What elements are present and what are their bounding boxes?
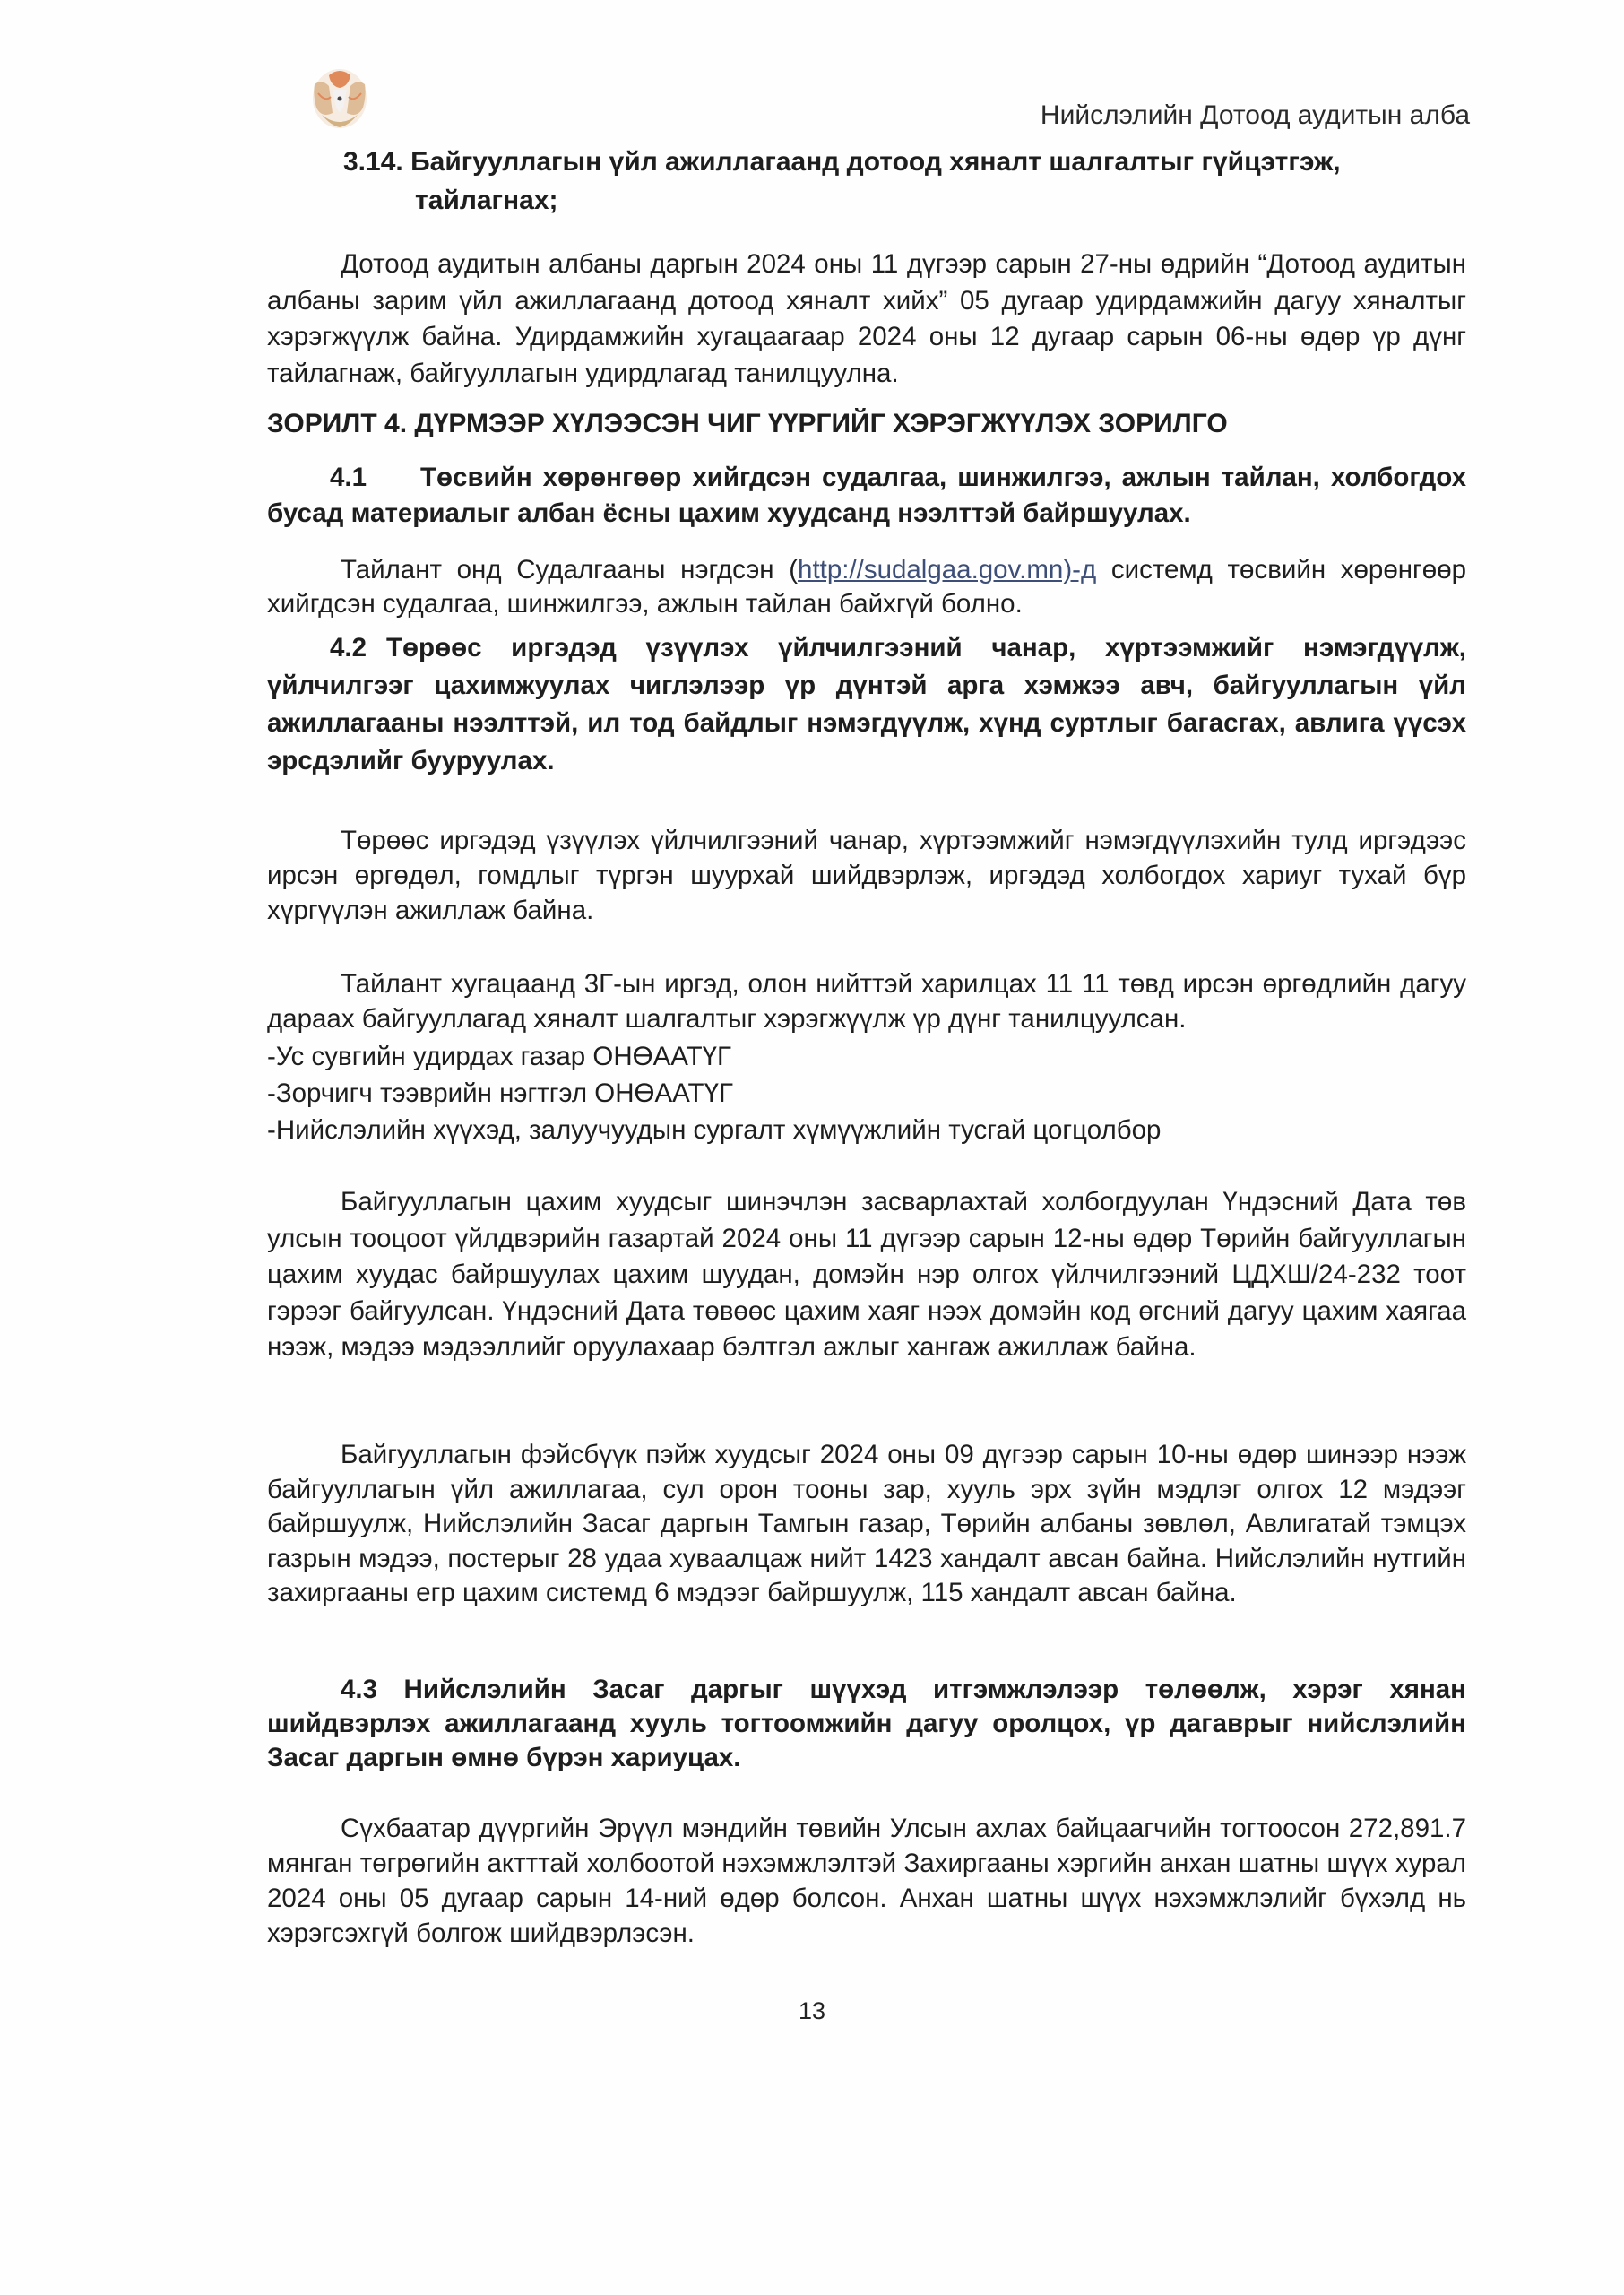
section-4-2-paragraph-1: Төрөөс иргэдэд үзүүлэх үйлчилгээний чанар, хүртээмжийг нэмэгдүүлэхийн тулд иргэдээс ирсэн өргөдөл, гомдлыг түргэн шуурхай шийдвэрлэж, иргэдэд холбогдох хариуг тухай бүр хүргүүлэн ажиллаж байна.	[267, 826, 1466, 925]
section-3-14-heading	[343, 143, 1466, 220]
header-org-name: Нийслэлийн Дотоод аудитын алба	[1040, 100, 1470, 130]
section-title: Төрөөс иргэдэд үзүүлэх үйлчилгээний чанар, хүртээмжийг нэмэгдүүлж, үйлчилгээг цахимжуулах чиглэлээр үр дүнтэй арга хэмжээ авч, байгууллагын үйл ажиллагааны нээлттэй, ил тод байдлыг нэмэгдүүлж, хүнд суртлыг багасгах, авлига үүсэх эрсдэлийг бууруулах.	[267, 633, 1466, 775]
section-title-line1: Байгууллагын үйл ажиллагаанд дотоод хяналт шалгалтыг гүйцэтгэж,	[410, 147, 1341, 177]
list-item: -Нийслэлийн хүүхэд, залуучуудын сургалт хүмүүжлийн тусгай цогцолбор	[267, 1115, 1162, 1145]
list-item: -Зорчигч тээврийн нэгтгэл ОНӨААТҮГ	[267, 1078, 733, 1108]
section-4-1-paragraph	[267, 553, 1466, 621]
section-4-2-paragraph-4: Байгууллагын фэйсбүүк пэйж хуудсыг 2024 оны 09 дүгээр сарын 10-ны өдөр шинээр нээж байгууллагын үйл ажиллагаа, сул орон тооны зар, хууль эрх зүйн мэдлэг олгох 12 мэдээг байршуулж, Нийслэлийн Засаг даргын Тамгын газар, Төрийн албаны зөвлөл, Авлигатай тэмцэх газрын мэдээ, постерыг 28 удаа хуваалцаж нийт 1423 хандалт авсан байна. Нийслэлийн нутгийн захиргааны егр цахим системд 6 мэдээг байршуулж, 115 хандалт авсан байна.	[267, 1440, 1466, 1607]
section-4-1-heading	[267, 460, 1466, 532]
list-item: -Ус сувгийн удирдах газар ОНӨААТҮГ	[267, 1042, 732, 1071]
paragraph-text: Тайлант онд Судалгааны нэгдсэн (	[341, 555, 799, 585]
sudalgaa-link[interactable]: http://sudalgaa.gov.mn)-д	[798, 555, 1097, 585]
organization-list	[267, 1038, 1466, 1148]
goal-4-heading: ЗОРИЛТ 4. ДҮРМЭЭР ХҮЛЭЭСЭН ЧИГ ҮҮРГИЙГ ХЭРЭГЖҮҮЛЭХ ЗОРИЛГО	[267, 409, 1228, 438]
page-number: 13	[798, 1997, 826, 2024]
section-title-line2: тайлагнах;	[415, 186, 558, 215]
section-4-2-paragraph-2: Тайлант хугацаанд 3Г-ын иргэд, олон нийттэй харилцах 11 11 төвд ирсэн өргөдлийн дагуу дараах байгууллагад хяналт шалгалтыг хэрэгжүүлж үр дүнг танилцуулсан.	[267, 969, 1466, 1034]
section-number: 4.3	[341, 1675, 378, 1704]
section-4-3-heading	[267, 1673, 1466, 1775]
section-4-2-paragraph-3: Байгууллагын цахим хуудсыг шинэчлэн засварлахтай холбогдуулан Үндэсний Дата төв улсын тооцоот үйлдвэрийн газартай 2024 оны 11 дүгээр сарын 12-ны өдөр Төрийн байгууллагын цахим хуудас байршуулах цахим шуудан, домэйн нэр олгох үйлчилгээний ЦДХШ/24-232 тоот гэрээг байгуулсан. Үндэсний Дата төвөөс цахим хаяг нээх домэйн код өгсний дагуу цахим хаягаа нээж, мэдээ мэдээллийг оруулахаар бэлтгэл ажлыг хангаж ажиллаж байна.	[267, 1187, 1466, 1362]
section-title: Нийслэлийн Засаг даргыг шүүхэд итгэмжлэлээр төлөөлж, хэрэг хянан шийдвэрлэх ажиллагаанд хууль тогтоомжийн дагуу оролцох, үр дагаврыг нийслэлийн Засаг даргын өмнө бүрэн хариуцах.	[267, 1675, 1467, 1772]
section-number: 4.2	[330, 633, 367, 663]
section-number: 3.14.	[343, 147, 403, 177]
paragraph-text: системд төсвийн хөрөнгөөр хийгдсэн судалгаа, шинжилгээ, ажлын тайлан байхгүй болно.	[267, 555, 1467, 619]
mongolia-state-emblem-icon	[309, 66, 370, 131]
section-title: Төсвийн хөрөнгөөр хийгдсэн судалгаа, шинжилгээ, ажлын тайлан, холбогдох бусад материалыг албан ёсны цахим хуудсанд нээлттэй байршуулах.	[267, 463, 1466, 528]
section-4-3-paragraph: Сүхбаатар дүүргийн Эрүүл мэндийн төвийн Улсын ахлах байцаагчийн тогтоосон 272,891.7 мянган төгрөгийн актттай холбоотой нэхэмжлэлтэй Захиргааны хэргийн анхан шатны шүүх хурал 2024 оны 05 дугаар сарын 14-ний өдөр болсон. Анхан шатны шүүх нэхэмжлэлийг бүхэлд нь хэрэгсэхгүй болгож шийдвэрлэсэн.	[267, 1814, 1466, 1948]
section-number: 4.1	[330, 463, 367, 492]
section-4-2-heading	[267, 629, 1466, 780]
section-3-14-paragraph: Дотоод аудитын албаны даргын 2024 оны 11 дүгээр сарын 27-ны өдрийн “Дотоод аудитын албаны зарим үйл ажиллагаанд дотоод хяналт хийх” 05 дугаар удирдамжийн дагуу хяналтыг хэрэгжүүлж байна. Удирдамжийн хугацаагаар 2024 оны 12 дугаар сарын 06-ны өдөр үр дүнг тайлагнаж, байгууллагын удирдлагад танилцуулна.	[267, 249, 1466, 388]
